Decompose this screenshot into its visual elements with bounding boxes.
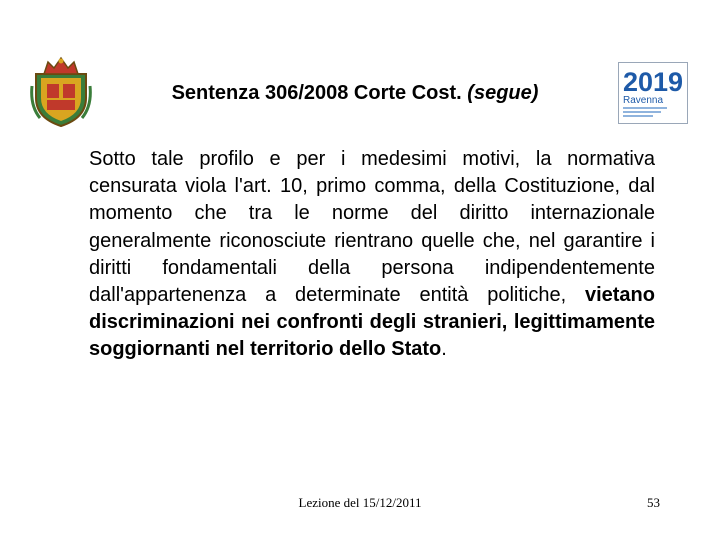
logo-city: Ravenna xyxy=(623,95,664,106)
page-number: 53 xyxy=(647,495,660,510)
body-bold-text: vietano discriminazioni nei confronti degli stranieri, legittimamente soggiornanti nel territorio dello Stato xyxy=(89,284,655,361)
municipal-crest-icon xyxy=(30,56,92,128)
footer-date: Lezione del 15/12/2011 xyxy=(298,495,422,510)
body-text-part: Sotto tale profilo e per i medesimi motivi, la normativa censurata viola l'art. 10, primo comma, della Costituzione, dal momento che tra le norme del diritto internazionale generalmente riconosciute rientrano quelle che, nel garantire i diritti fondamentali della persona indipendentemente dall'appartenenza a determinate entità politiche, xyxy=(89,148,655,307)
slide-title xyxy=(100,82,610,105)
slide-body-text xyxy=(89,146,655,364)
logo-year: 2019 xyxy=(622,67,684,97)
ravenna-2019-logo-icon xyxy=(618,62,688,124)
title-subtitle: (segue) xyxy=(467,82,539,104)
body-text-end: . xyxy=(441,338,447,361)
title-main: Sentenza 306/2008 Corte Cost. xyxy=(171,82,462,104)
